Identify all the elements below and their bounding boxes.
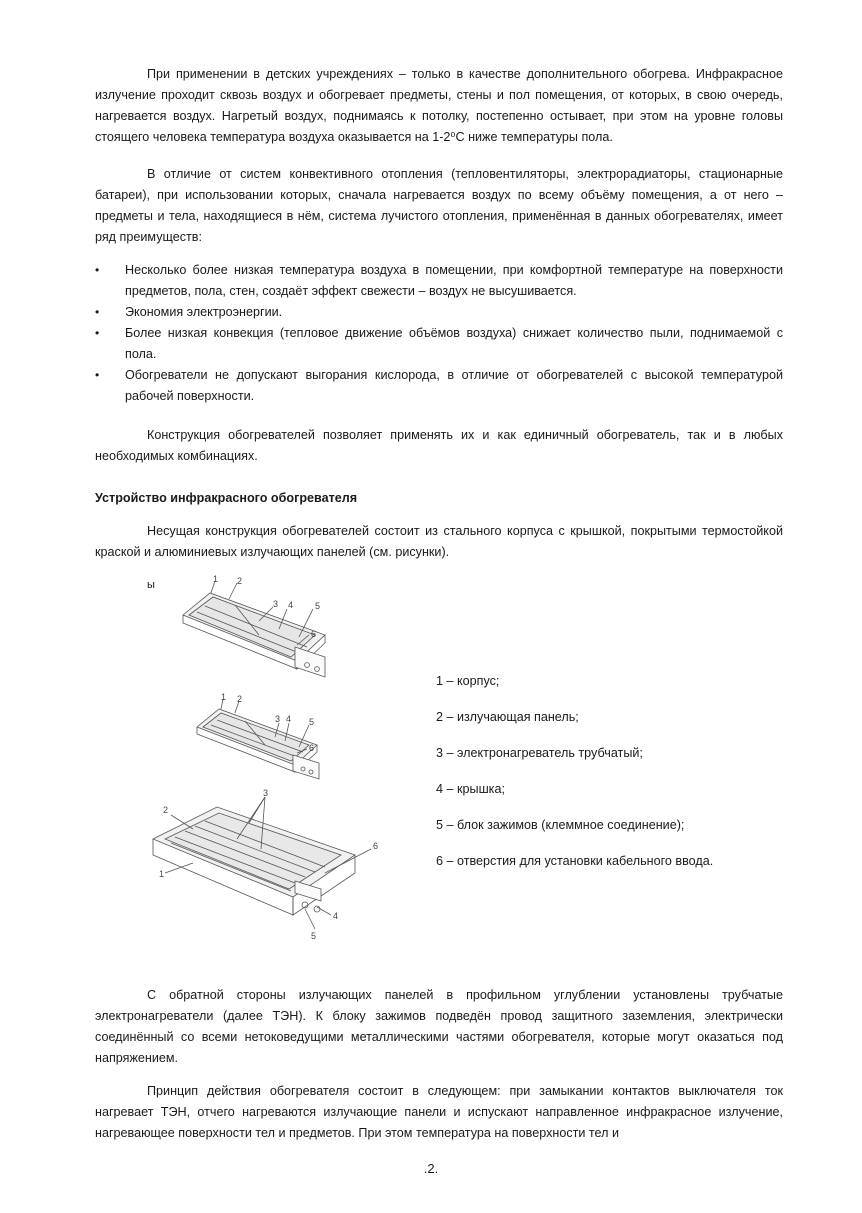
figure-label: 6	[309, 743, 315, 753]
figure-legend	[436, 671, 713, 887]
figure-label: 3	[263, 788, 269, 798]
figure-label: 2	[237, 694, 243, 704]
figure-label: 6	[311, 629, 317, 639]
figure-mark: ы	[147, 579, 155, 591]
bullet-icon: •	[95, 326, 100, 340]
heater-drawing-2	[189, 692, 329, 787]
figure-label: 3	[273, 599, 279, 609]
legend-item: 4 – крышка;	[436, 782, 505, 796]
legend-item: 2 – излучающая панель;	[436, 710, 579, 724]
figure-label: 3	[275, 714, 281, 724]
paragraph: Несущая конструкция обогревателей состоит из стального корпуса с крышкой, покрытыми термостойкой краской и алюминиевых излучающих панелей (см. рисунки).	[95, 524, 783, 559]
heater-figure	[95, 575, 783, 985]
figure-label: 5	[309, 717, 315, 727]
heater-drawing-1	[175, 574, 335, 687]
page-content	[95, 64, 783, 1144]
paragraph: В отличие от систем конвективного отопления (тепловентиляторы, электрорадиаторы, стационарные батареи), при использовании которых, сначала нагревается воздух по всему объёму помещения, а от него – предметы и тела, находящиеся в нём, система лучистого отопления, применённая в данных обогревателях, имеет ряд преимуществ:	[95, 167, 783, 244]
figure-label: 1	[159, 869, 165, 879]
figure-label: 4	[286, 714, 292, 724]
page-number: .2.	[423, 1161, 439, 1176]
paragraph: Принцип действия обогревателя состоит в следующем: при замыкании контактов выключателя ток нагревает ТЭН, отчего нагреваются излучающие панели и испускают направленное инфракрасное излучение, нагревающее поверхности тел и предметов. При этом температура на поверхности тел и	[95, 1084, 783, 1140]
legend-item: 1 – корпус;	[436, 674, 500, 688]
figure-label: 4	[288, 600, 294, 610]
section-title: Устройство инфракрасного обогревателя	[95, 491, 358, 505]
legend-item: 3 – электронагреватель трубчатый;	[436, 746, 643, 760]
figure-label: 4	[333, 911, 339, 921]
bullet-icon: •	[95, 263, 100, 277]
figure-label: 1	[221, 692, 227, 702]
list-item: • Обогреватели не допускают выгорания кислорода, в отличие от обогревателей с высокой температурой рабочей поверхности.	[95, 365, 783, 407]
paragraph: При применении в детских учреждениях – только в качестве дополнительного обогрева. Инфракрасное излучение проходит сквозь воздух и обогревает предметы, стены и пол помещения, от которых, в свою очередь, нагревается воздух. Нагретый воздух, поднимаясь к потолку, постепенно остывает, при этом на уровне головы стоящего человека температура воздуха оказывается на 1-2⁰С ниже температуры пола.	[95, 67, 783, 144]
legend-item: 6 – отверстия для установки кабельного ввода.	[436, 854, 714, 868]
paragraph: С обратной стороны излучающих панелей в профильном углублении установлены трубчатые электронагреватели (далее ТЭН). К блоку зажимов подведён провод защитного заземления, электрически соединённый со всеми нетоковедущими металлическими частями обогревателя, которые могут оказаться под напряжением.	[95, 988, 783, 1065]
advantages-list	[95, 260, 783, 407]
bullet-icon: •	[95, 305, 100, 319]
figure-label: 5	[315, 601, 321, 611]
figure-label: 5	[311, 931, 317, 941]
paragraph: Конструкция обогревателей позволяет применять их и как единичный обогреватель, так и в любых необходимых комбинациях.	[95, 428, 783, 463]
figure-label: 2	[163, 805, 169, 815]
figure-label: 1	[213, 574, 219, 584]
figure-label: 6	[373, 841, 379, 851]
bullet-icon: •	[95, 368, 100, 382]
figure-label: 2	[237, 576, 243, 586]
legend-item: 5 – блок зажимов (клеммное соединение);	[436, 818, 685, 832]
list-item: • Экономия электроэнергии.	[95, 302, 783, 323]
list-item: • Несколько более низкая температура воздуха в помещении, при комфортной температуре на поверхности предметов, пола, стен, создаёт эффект свежести – воздух не высушивается.	[95, 260, 783, 302]
list-item: • Более низкая конвекция (тепловое движение объёмов воздуха) снижает количество пыли, поднимаемой с пола.	[95, 323, 783, 365]
heater-drawing-3	[145, 788, 385, 947]
